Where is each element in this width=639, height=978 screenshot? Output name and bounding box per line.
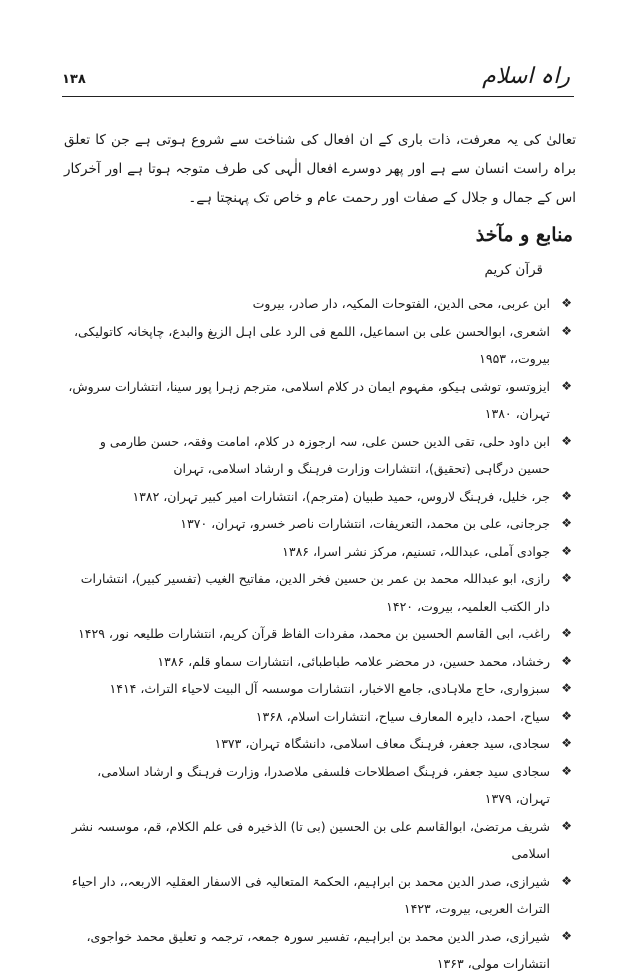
reference-text: رخشاد، محمد حسین، در محضر علامہ طباطبائی، انتشارات سماو قلم، ۱۳۸۶ xyxy=(157,653,550,669)
reference-text: شریف مرتضیٰ، ابوالقاسم علی بن الحسین (بی تا) الذخیرہ فی علم الکلام، قم، موسسہ نشر اسلامی xyxy=(71,818,550,861)
bullet-icon: ❖ xyxy=(561,323,572,338)
reference-item xyxy=(64,703,576,731)
page-header xyxy=(62,62,574,97)
reference-item xyxy=(64,565,576,620)
reference-item xyxy=(64,923,576,978)
reference-item xyxy=(64,510,576,538)
bullet-icon: ❖ xyxy=(561,296,572,310)
bullet-icon: ❖ xyxy=(561,928,572,943)
bullet-icon: ❖ xyxy=(561,736,572,750)
reference-text: سجادی سید جعفر، فرہنگ اصطلاحات فلسفی ملاصدرا، وزارت فرہنگ و ارشاد اسلامی، تہران، ۱۳۷۹ xyxy=(97,763,550,806)
book-title: راہ اسلام xyxy=(482,64,570,89)
reference-text: ابن داود حلی، تقی الدین حسن علی، سہ ارجوزہ در کلام، امامت وفقہ، حسن طارمی و حسین درگاہی (تحقیق)، انتشارات وزارت فرہنگ و ارشاد اسلامی، تہران xyxy=(99,433,550,476)
reference-item xyxy=(64,758,576,813)
page-number: ۱۳۸ xyxy=(62,72,86,87)
bullet-icon: ❖ xyxy=(561,378,572,393)
bullet-icon: ❖ xyxy=(561,653,572,668)
bullet-icon: ❖ xyxy=(561,763,572,778)
reference-item xyxy=(64,813,576,868)
bullet-icon: ❖ xyxy=(561,626,572,640)
reference-item xyxy=(64,428,576,483)
section-title: منابع و مآخذ xyxy=(475,224,573,246)
reference-text: رازی، ابو عبداللہ محمد بن عمر بن حسین فخر الدین، مفاتیح الغیب (تفسیر کبیر)، انتشارات دار الکتب العلمیہ، بیروت، ۱۴۲۰ xyxy=(80,571,550,614)
reference-text: شیرازی، صدر الدین محمد بن ابراہیم، تفسیر سورہ جمعہ، ترجمہ و تعلیق محمد خواجوی، انتشارات مولی، ۱۳۶۳ xyxy=(86,928,550,971)
body-paragraph: تعالیٰ کی یہ معرفت، ذات باری کے ان افعال کی شناخت سے شروع ہوتی ہے جن کا تعلق براہ راست انسان سے ہے اور پھر دوسرے افعال الٰہی کی طرف متوجہ ہوتا ہے اور آخرکار اس کے جمال و جلال کے صفات اور رحمت عام و خاص تک پہنچتا ہے۔ xyxy=(64,131,576,206)
reference-item xyxy=(64,868,576,923)
reference-item xyxy=(64,318,576,373)
reference-item xyxy=(64,620,576,648)
reference-text: جرجانی، علی بن محمد، التعریفات، انتشارات ناصر خسرو، تہران، ۱۳۷۰ xyxy=(180,516,550,531)
bullet-icon: ❖ xyxy=(561,433,572,448)
reference-text: ابن عربی، محی الدین، الفتوحات المکیہ، دار صادر، بیروت xyxy=(252,296,550,311)
reference-text: راغب، ابی القاسم الحسین بن محمد، مفردات الفاظ قرآن کریم، انتشارات طلیعہ نور، ۱۴۲۹ xyxy=(78,626,550,641)
reference-text: جوادی آملی، عبداللہ، تسنیم، مرکز نشر اسرا، ۱۳۸۶ xyxy=(282,543,550,559)
reference-text: سجادی، سید جعفر، فرہنگ معاف اسلامی، دانشگاہ تہران، ۱۳۷۳ xyxy=(214,736,550,751)
reference-text: سبزواری، حاج ملاہادی، جامع الاخبار، انتشارات موسسہ آل البیت لاحیاء التراث، ۱۴۱۴ xyxy=(109,681,550,696)
reference-item xyxy=(64,538,576,566)
bullet-icon: ❖ xyxy=(561,488,572,503)
reference-item xyxy=(64,483,576,511)
bullet-icon: ❖ xyxy=(561,873,572,888)
bullet-icon: ❖ xyxy=(561,543,572,558)
bullet-icon: ❖ xyxy=(561,571,572,585)
reference-quran: قرآن کریم xyxy=(484,262,543,278)
reference-text: جر، خلیل، فرہنگ لاروس، حمید طبیان (مترجم)، انتشارات امیر کبیر تہران، ۱۳۸۲ xyxy=(132,488,550,504)
bullet-icon: ❖ xyxy=(561,681,572,695)
reference-item xyxy=(64,730,576,758)
reference-item xyxy=(64,648,576,676)
references-list xyxy=(64,290,576,978)
reference-item xyxy=(64,373,576,428)
reference-item xyxy=(64,290,576,318)
reference-text: اشعری، ابوالحسن علی بن اسماعیل، اللمع فی الرد علی اہل الزیغ والبدع، چاپخانہ کاتولیکی، بیروت،، ۱۹۵۳ xyxy=(74,323,550,366)
reference-text: شیرازی، صدر الدین محمد بن ابراہیم، الحکمۃ المتعالیہ فی الاسفار العقلیہ الاربعہ،، دار احیاء التراث العربی، بیروت، ۱۴۲۳ xyxy=(71,873,550,916)
reference-text: ایزوتسو، توشی ہیکو، مفہوم ایمان در کلام اسلامی، مترجم زہرا پور سینا، انتشارات سروش، تہران، ۱۳۸۰ xyxy=(68,378,550,421)
reference-text: سیاح، احمد، دایرہ المعارف سیاح، انتشارات اسلام، ۱۳۶۸ xyxy=(255,708,550,724)
bullet-icon: ❖ xyxy=(561,818,572,833)
reference-item xyxy=(64,675,576,703)
bullet-icon: ❖ xyxy=(561,516,572,530)
bullet-icon: ❖ xyxy=(561,708,572,723)
